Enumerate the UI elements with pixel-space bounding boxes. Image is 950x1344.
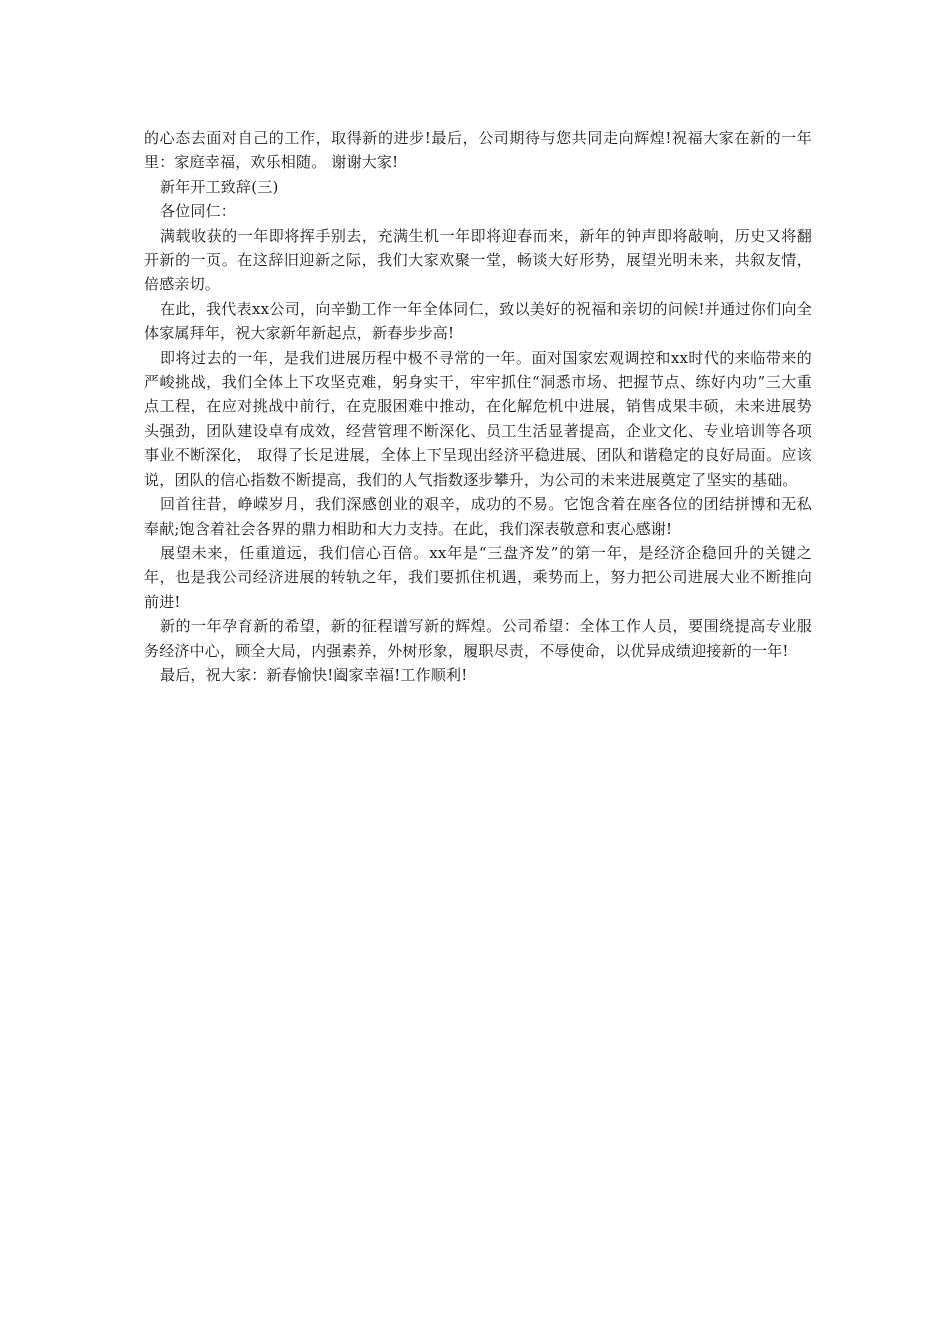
paragraph-hope: 新的一年孕育新的希望，新的征程谱写新的辉煌。公司希望：全体工作人员，要围绕提高专业服务经济中心，顾全大局，内强素养，外树形象，履职尽责，不辱使命，以优异成绩迎接新的一年! [144, 617, 812, 660]
paragraph-opening: 满载收获的一年即将挥手别去，充满生机一年即将迎春而来，新年的钟声即将敲响，历史又将翻开新的一页。在这辞旧迎新之际，我们大家欢聚一堂，畅谈大好形势，展望光明未来，共叙友情，倍感亲切。 [144, 226, 812, 294]
paragraph-closing-wishes: 最后，祝大家：新春愉快!阖家幸福!工作顺利! [160, 665, 468, 684]
paragraph-closing-previous: 的心态去面对自己的工作，取得新的进步!最后，公司期待与您共同走向辉煌!祝福大家在新的一年里：家庭幸福，欢乐相随。 谢谢大家! [144, 129, 812, 172]
document-body [144, 126, 812, 687]
paragraph-review: 即将过去的一年，是我们进展历程中极不寻常的一年。面对国家宏观调控和xx时代的来临带来的严峻挑战，我们全体上下攻坚克难，躬身实干，牢牢抓住“洞悉市场、把握节点、练好内功”三大重点工程，在应对挑战中前行，在克服困难中推动，在化解危机中进展，销售成果丰硕，未来进展势头强劲，团队建设卓有成效，经营管理不断深化、员工生活显著提高，企业文化、专业培训等各项事业不断深化， 取得了长足进展，全体上下呈现出经济平稳进展、团队和谐稳定的良好局面。应该说，团队的信心指数不断提高，我们的人气指数逐步攀升，为公司的未来进展奠定了坚实的基础。 [144, 348, 812, 489]
paragraph-outlook: 展望未来，任重道远，我们信心百倍。xx年是“三盘齐发”的第一年，是经济企稳回升的关键之年，也是我公司经济进展的转轨之年，我们要抓住机遇，乘势而上，努力把公司进展大业不断推向前进! [144, 543, 812, 611]
paragraph-retrospect: 回首往昔，峥嵘岁月，我们深感创业的艰辛，成功的不易。它饱含着在座各位的团结拼博和无私奉献;饱含着社会各界的鼎力相助和大力支持。在此，我们深表敬意和衷心感谢! [144, 495, 812, 538]
paragraph-greeting: 在此，我代表xx公司，向辛勤工作一年全体同仁，致以美好的祝福和亲切的问候!并通过你们向全体家属拜年，祝大家新年新起点，新春步步高! [144, 299, 812, 343]
section-title: 新年开工致辞(三) [160, 177, 279, 196]
salutation: 各位同仁： [160, 202, 237, 221]
